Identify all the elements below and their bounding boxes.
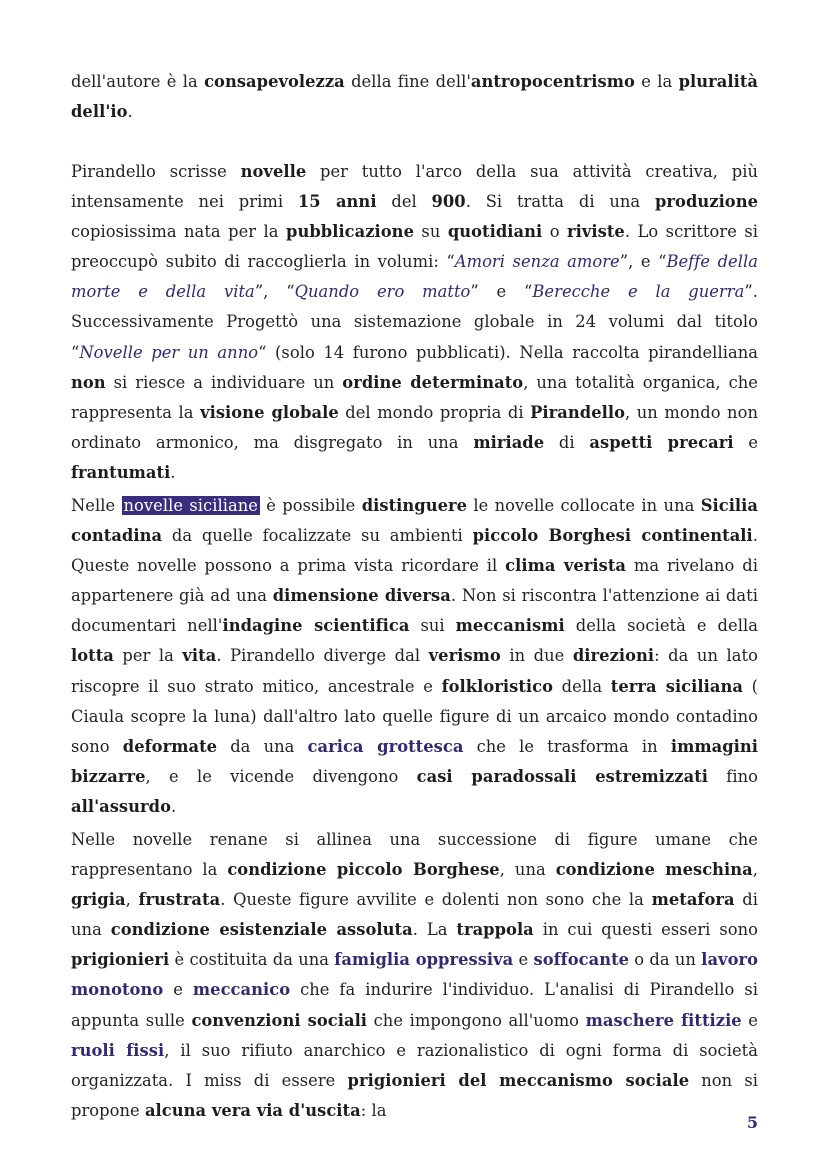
text-run: . La	[412, 920, 457, 940]
book-title: Beffe della morte e della vita	[71, 252, 758, 302]
emphasized-text: deformate	[122, 736, 218, 756]
text-run: sui	[409, 616, 456, 636]
emphasized-text: lavoro monotono	[71, 950, 759, 1000]
text-run: , un mondo non ordinato armonico, ma disgregato in una	[71, 402, 758, 452]
emphasized-text: meccanico	[192, 980, 291, 1000]
text-run: per la	[113, 646, 183, 666]
text-run: . Si tratta di una	[465, 192, 655, 212]
book-title: Amori senza amore	[454, 252, 620, 272]
emphasized-text: indagine scientifica	[222, 616, 410, 636]
text-run: , una	[499, 860, 556, 880]
text-run: ” e “	[470, 282, 533, 302]
emphasized-text: soffocante	[533, 950, 630, 970]
text-run: di	[544, 432, 590, 452]
text-run: copiosissima nata per la	[71, 222, 287, 242]
emphasized-text: lotta	[71, 646, 114, 666]
paragraph-3	[71, 491, 758, 822]
emphasized-text: prigionieri del meccanismo sociale	[347, 1070, 690, 1090]
emphasized-text: riviste	[567, 222, 625, 242]
text-run: . Non si riscontra l'attenzione ai dati documentari nell'	[71, 586, 759, 636]
emphasized-text: pubblicazione	[286, 222, 414, 242]
text-run: della società e della	[564, 616, 758, 636]
emphasized-text: trappola	[456, 920, 534, 940]
emphasized-text: 15 anni	[297, 192, 377, 212]
text-run: .	[171, 796, 177, 816]
text-run: ,	[752, 860, 758, 880]
text-run: ”. Successivamente Progettò una sistemazione globale in 24 volumi dal titolo “	[71, 282, 759, 362]
text-run: di una	[71, 890, 758, 940]
text-run: e	[513, 950, 534, 970]
text-run: “ (solo 14 furono pubblicati). Nella raccolta pirandelliana	[258, 342, 759, 362]
text-run: della	[553, 676, 611, 696]
emphasized-text: novelle	[240, 162, 307, 181]
paragraph-2	[71, 157, 758, 488]
text-run: e	[741, 1010, 758, 1030]
text-run: del	[376, 192, 432, 212]
paragraph-4	[71, 825, 758, 1126]
emphasized-text: condizione esistenziale assoluta	[110, 920, 413, 940]
emphasized-text: clima verista	[505, 556, 626, 576]
text-run: che fa indurire l'individuo. L'analisi di Pirandello si appunta sulle	[71, 980, 758, 1030]
emphasized-text: frantumati	[71, 462, 171, 482]
emphasized-text: verismo	[428, 646, 501, 666]
emphasized-text: terra siciliana	[610, 676, 743, 696]
emphasized-text: produzione	[654, 192, 759, 212]
emphasized-text: condizione meschina	[555, 860, 753, 880]
text-run: Nelle	[71, 496, 122, 515]
text-run: , e le vicende divengono	[145, 766, 417, 786]
text-run: dell'autore è la	[71, 72, 205, 91]
text-run: : da un lato riscopre il suo strato mitico, ancestrale e	[71, 646, 758, 696]
text-run: e la	[634, 72, 679, 91]
text-run: fino	[708, 766, 758, 786]
text-run: che le trasforma in	[463, 736, 671, 756]
emphasized-text: consapevolezza	[204, 72, 345, 91]
emphasized-text: immagini bizzarre	[71, 736, 759, 786]
emphasized-text: piccolo Borghesi continentali	[472, 526, 753, 546]
text-run: , il suo rifiuto anarchico e razionalistico di ogni forma di società organizzata. I miss di essere	[71, 1040, 758, 1090]
emphasized-text: ruoli fissi	[71, 1040, 165, 1060]
text-run: ( Ciaula scopre la luna) dall'altro lato quelle figure di un arcaico mondo contadino sono	[71, 676, 758, 756]
emphasized-text: dimensione diversa	[272, 586, 451, 606]
emphasized-text: vita	[182, 646, 217, 666]
text-run: del mondo propria di	[338, 402, 531, 422]
emphasized-text: Sicilia contadina	[71, 496, 758, 546]
emphasized-text: condizione piccolo Borghese	[227, 860, 500, 880]
emphasized-text: pluralità dell'io	[71, 72, 758, 122]
paragraph-1	[71, 67, 758, 127]
emphasized-text: maschere fittizie	[585, 1010, 742, 1030]
text-run: . Queste novelle possono a prima vista ricordare il	[71, 526, 758, 576]
text-run: ”, e “	[619, 252, 667, 272]
text-run: che impongono all'uomo	[367, 1010, 586, 1030]
emphasized-text: 900	[431, 192, 466, 212]
text-run: in due	[500, 646, 573, 666]
text-run: .	[170, 462, 176, 482]
emphasized-text: visione globale	[200, 402, 339, 422]
text-run: Pirandello scrisse	[71, 162, 241, 181]
emphasized-text: convenzioni sociali	[191, 1010, 368, 1030]
emphasized-text: casi paradossali estremizzati	[416, 766, 709, 786]
page-number: 5	[746, 1113, 758, 1132]
text-run: non si propone	[71, 1070, 758, 1120]
emphasized-text: quotidiani	[447, 222, 543, 242]
text-run: si riesce a individuare un	[105, 372, 343, 392]
emphasized-text: folkloristico	[441, 676, 554, 696]
text-run: , una totalità organica, che rappresenta la	[71, 372, 758, 422]
text-run: . Lo scrittore si preoccupò subito di raccoglierla in volumi: “	[71, 222, 758, 272]
emphasized-text: famiglia oppressiva	[334, 950, 514, 970]
emphasized-text: prigionieri	[71, 950, 170, 970]
emphasized-text: ordine determinato	[342, 372, 524, 392]
emphasized-text: alcuna vera via d'uscita	[144, 1100, 361, 1120]
emphasized-text: frustrata	[138, 890, 221, 910]
text-run: : la	[360, 1100, 387, 1120]
text-run: o da un	[629, 950, 702, 970]
text-run: è costituita da una	[169, 950, 335, 970]
text-run: e	[163, 980, 193, 1000]
emphasized-text: non	[71, 372, 106, 392]
book-title: Berecche e la guerra	[532, 282, 745, 302]
text-run: . Pirandello diverge dal	[216, 646, 429, 666]
text-run: ma rivelano di appartenere già ad una	[71, 556, 758, 606]
text-run: su	[413, 222, 448, 242]
text-run: e	[733, 432, 758, 452]
emphasized-text: metafora	[651, 890, 735, 910]
emphasized-text: aspetti precari	[589, 432, 734, 452]
text-run: ,	[125, 890, 139, 910]
book-title: Quando ero matto	[294, 282, 471, 302]
emphasized-text: carica grottesca	[307, 736, 464, 756]
text-run: in cui questi esseri sono	[533, 920, 758, 940]
text-run: ”, “	[254, 282, 295, 302]
text-run: .	[127, 102, 133, 122]
text-run: per tutto l'arco della sua attività creativa, più intensamente nei primi	[71, 162, 758, 212]
emphasized-text: miriade	[473, 432, 545, 452]
emphasized-text: direzioni	[572, 646, 655, 666]
emphasized-text: grigia	[71, 890, 126, 910]
emphasized-text: Pirandello	[530, 402, 626, 422]
text-run: o	[542, 222, 568, 242]
book-title: Novelle per un anno	[79, 342, 259, 362]
selected-text-highlight[interactable]: novelle siciliane	[123, 496, 258, 515]
text-run: da quelle focalizzate su ambienti	[162, 526, 473, 546]
text-run: della fine dell'	[344, 72, 471, 91]
emphasized-text: all'assurdo	[71, 796, 171, 816]
emphasized-text: distinguere	[361, 496, 468, 515]
text-run: le novelle collocate in una	[467, 496, 701, 515]
text-run: . Queste figure avvilite e dolenti non sono che la	[220, 890, 652, 910]
emphasized-text: meccanismi	[455, 616, 565, 636]
text-run: Nelle novelle renane si allinea una successione di figure umane che rappresentano la	[71, 830, 758, 880]
text-run: da una	[217, 736, 308, 756]
emphasized-text: antropocentrismo	[470, 72, 635, 91]
text-run: è possibile	[259, 496, 362, 515]
